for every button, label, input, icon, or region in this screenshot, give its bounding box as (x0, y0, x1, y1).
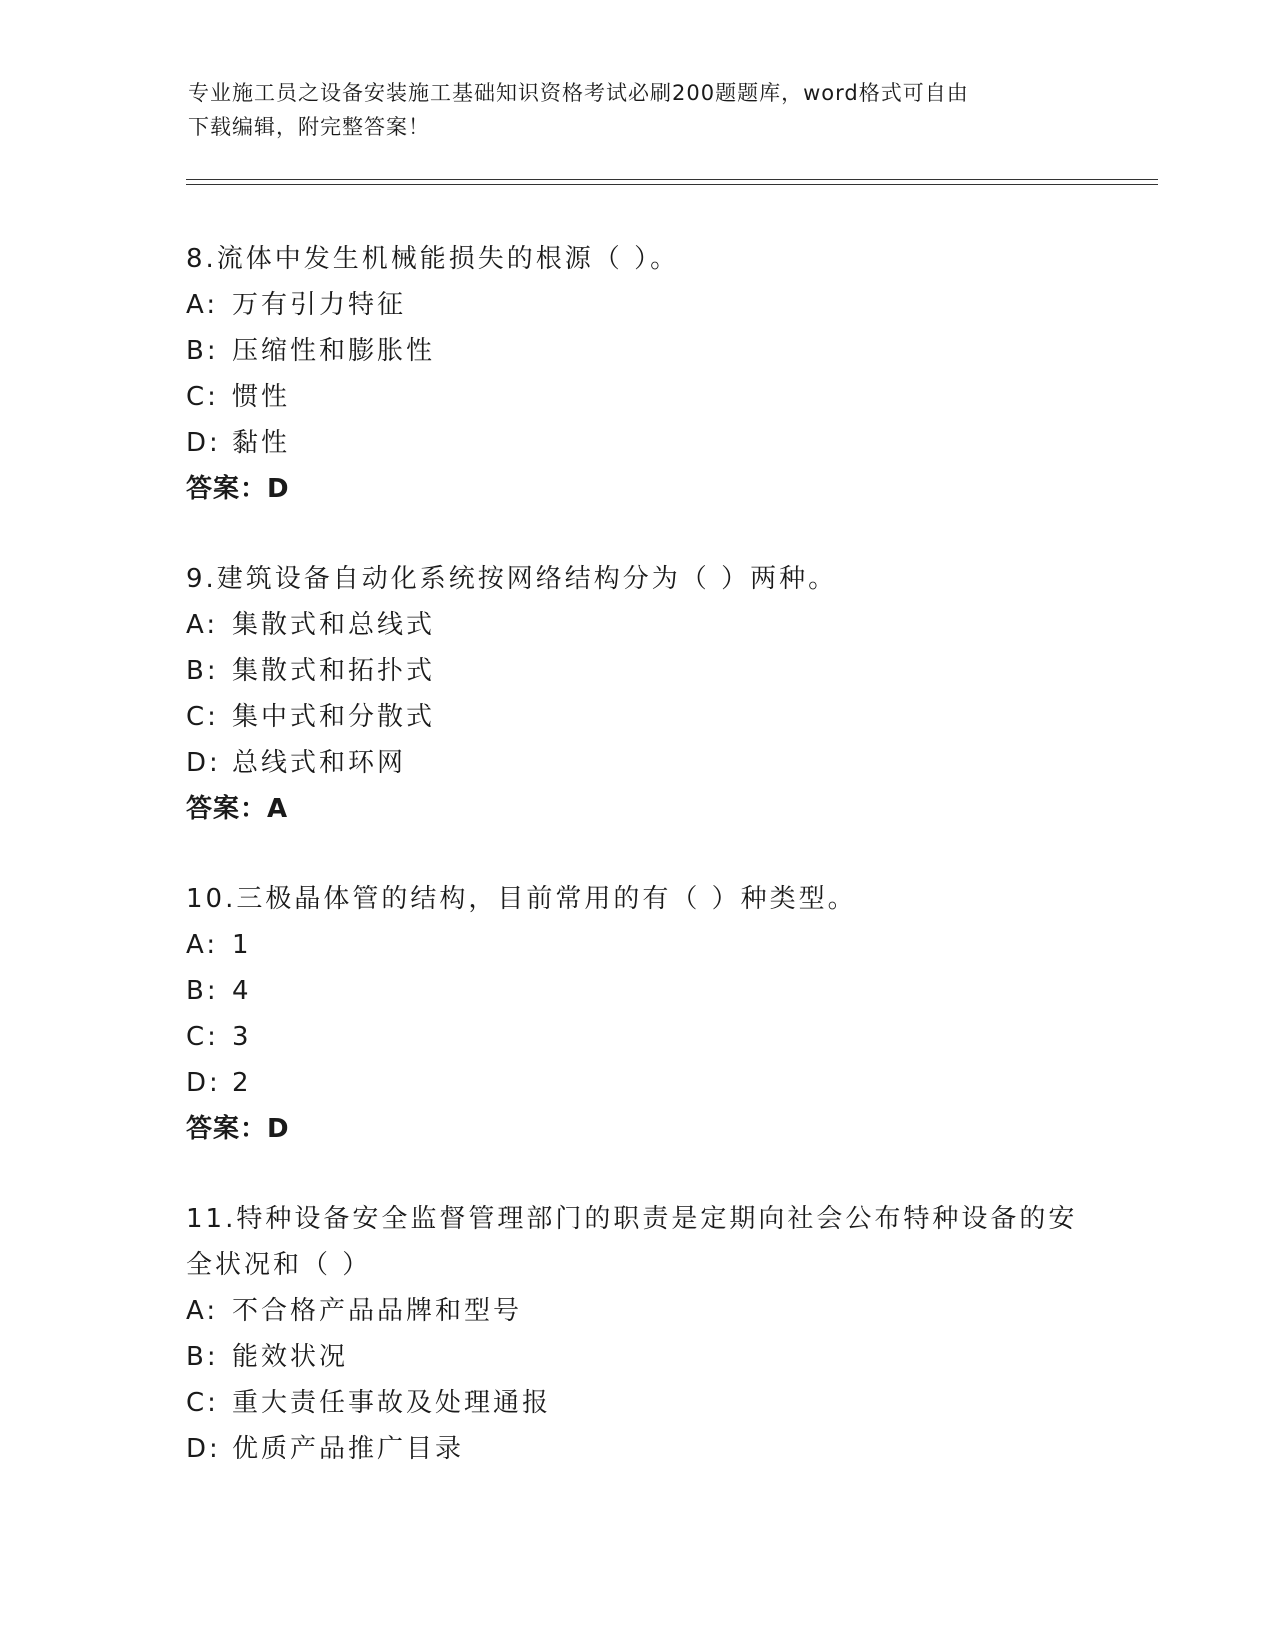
option-key: B: (186, 976, 219, 1006)
option-text: 重大责任事故及处理通报 (232, 1388, 552, 1418)
question-block (186, 556, 1126, 832)
question-list (186, 236, 1126, 1516)
answer-option (186, 694, 1126, 740)
answer-option (186, 740, 1126, 786)
option-key: C: (186, 382, 219, 412)
answer-option (186, 1334, 1126, 1380)
option-key: D: (186, 428, 221, 458)
answer-option (186, 968, 1126, 1014)
option-text: 万有引力特征 (232, 290, 407, 320)
answer-option (186, 420, 1126, 466)
option-key: C: (186, 1022, 219, 1052)
option-key: D: (186, 1068, 221, 1098)
answer-option (186, 648, 1126, 694)
option-text: 集散式和总线式 (232, 610, 436, 640)
option-text: 能效状况 (232, 1342, 349, 1372)
option-text: 1 (232, 930, 252, 960)
option-key: B: (186, 336, 219, 366)
option-key: D: (186, 1434, 221, 1464)
header-divider-top (186, 179, 1158, 180)
question-stem: 全状况和（ ） (186, 1250, 372, 1280)
option-text: 4 (232, 976, 252, 1006)
option-key: A: (186, 290, 219, 320)
header-line-2: 下载编辑，附完整答案！ (188, 115, 430, 139)
header-divider-bottom (186, 184, 1158, 185)
answer-option (186, 1014, 1126, 1060)
option-text: 惯性 (232, 382, 291, 412)
header-line-1: 专业施工员之设备安装施工基础知识资格考试必刷200题题库，word格式可自由 (188, 81, 969, 105)
answer-option (186, 282, 1126, 328)
option-text: 2 (232, 1068, 252, 1098)
option-text: 黏性 (232, 428, 291, 458)
answer-option (186, 1288, 1126, 1334)
question-stem: 9.建筑设备自动化系统按网络结构分为（ ）两种。 (186, 564, 838, 594)
option-key: A: (186, 1296, 219, 1326)
question-stem: 10.三极晶体管的结构，目前常用的有（ ）种类型。 (186, 884, 857, 914)
answer-option (186, 1380, 1126, 1426)
answer-option (186, 922, 1126, 968)
answer-key: 答案：D (186, 474, 290, 504)
question-block (186, 876, 1126, 1152)
option-text: 优质产品推广目录 (232, 1434, 465, 1464)
option-text: 不合格产品品牌和型号 (232, 1296, 523, 1326)
answer-option (186, 602, 1126, 648)
question-block (186, 1196, 1126, 1472)
answer-key: 答案：A (186, 794, 289, 824)
option-key: C: (186, 702, 219, 732)
answer-option (186, 1060, 1126, 1106)
option-key: B: (186, 656, 219, 686)
question-block (186, 236, 1126, 512)
question-stem: 8.流体中发生机械能损失的根源（ ）。 (186, 244, 680, 274)
question-stem: 11.特种设备安全监督管理部门的职责是定期向社会公布特种设备的安 (186, 1204, 1078, 1234)
option-key: C: (186, 1388, 219, 1418)
option-key: B: (186, 1342, 219, 1372)
option-key: A: (186, 610, 219, 640)
answer-option (186, 374, 1126, 420)
document-header (188, 76, 1088, 144)
option-text: 集散式和拓扑式 (232, 656, 436, 686)
answer-key: 答案：D (186, 1114, 290, 1144)
option-text: 3 (232, 1022, 252, 1052)
option-text: 压缩性和膨胀性 (232, 336, 436, 366)
option-text: 总线式和环网 (232, 748, 407, 778)
answer-option (186, 328, 1126, 374)
option-key: A: (186, 930, 219, 960)
answer-option (186, 1426, 1126, 1472)
option-key: D: (186, 748, 221, 778)
option-text: 集中式和分散式 (232, 702, 436, 732)
